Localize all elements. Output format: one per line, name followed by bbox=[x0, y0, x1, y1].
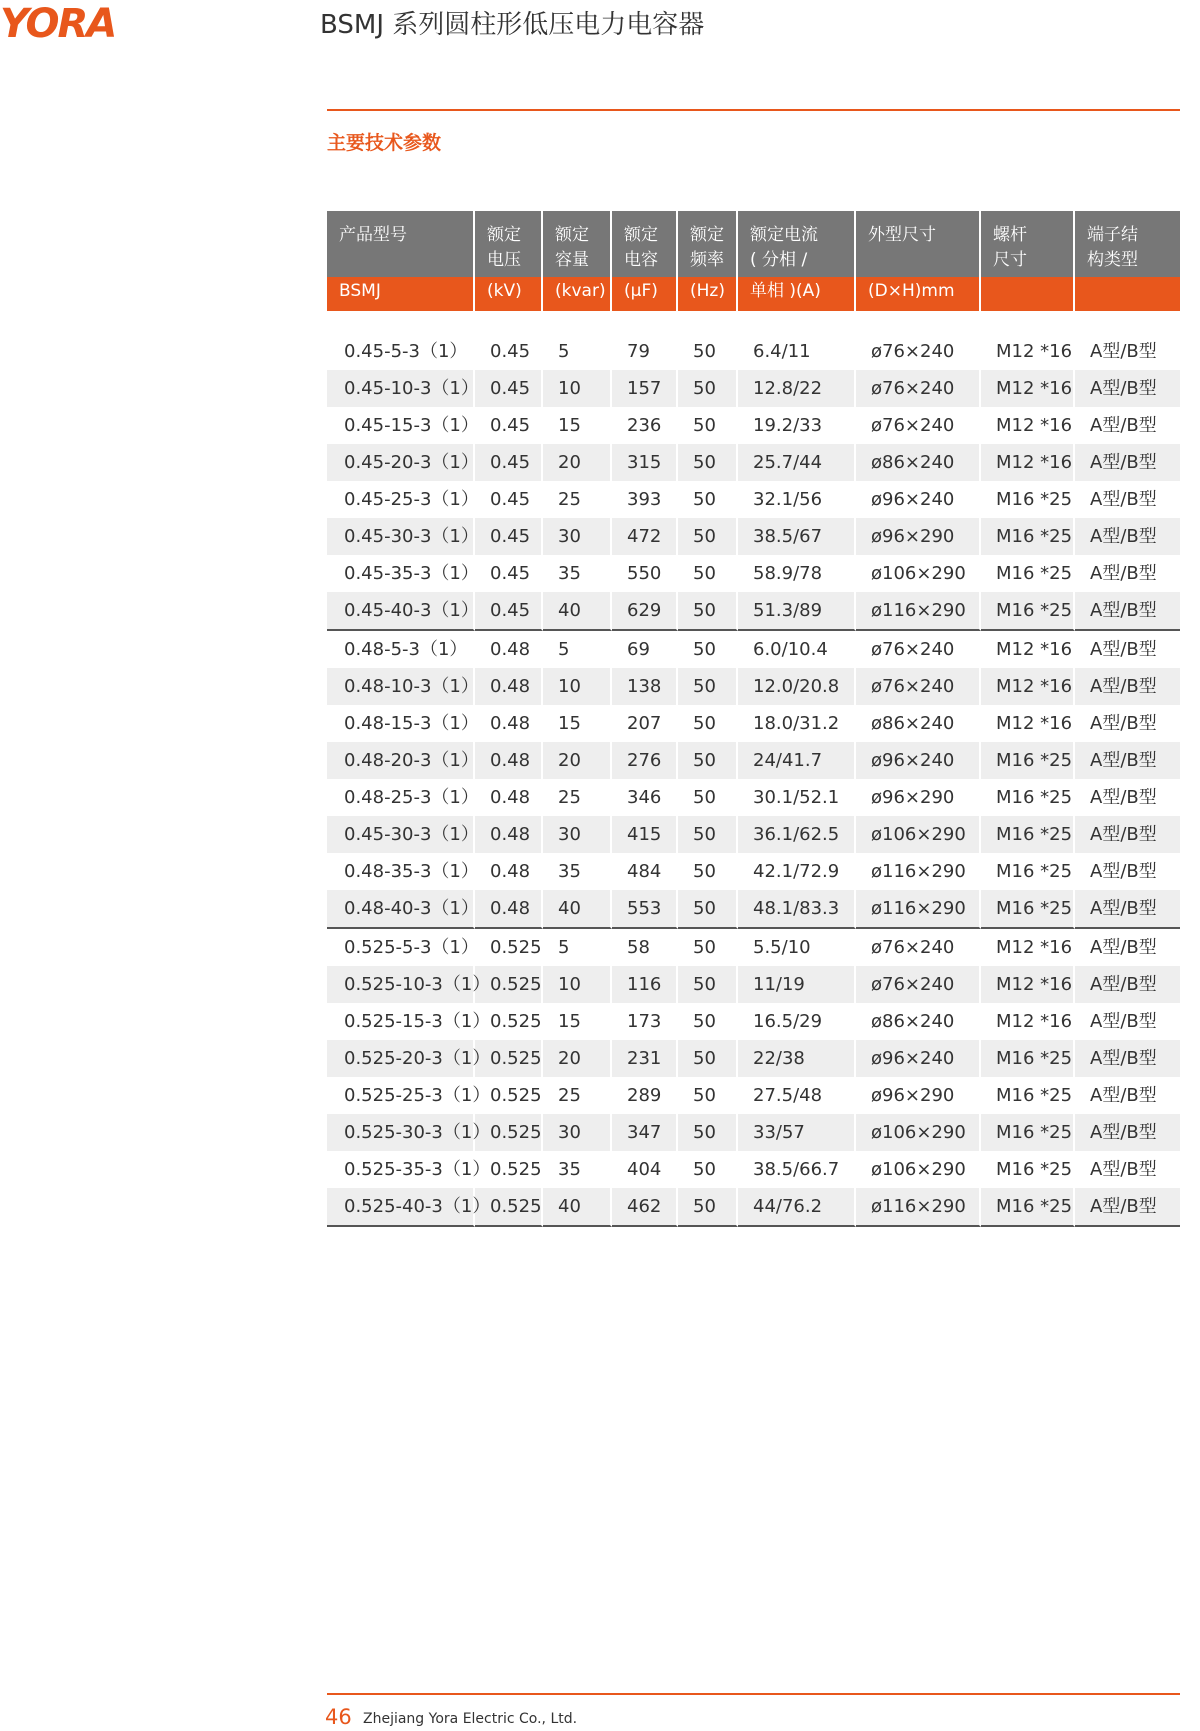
table-cell: 0.48 bbox=[475, 668, 543, 705]
table-cell: A型/B型 bbox=[1090, 861, 1157, 882]
table-cell: 50 bbox=[678, 929, 738, 966]
table-cell: A型/B型 bbox=[1075, 1114, 1180, 1151]
table-cell: 50 bbox=[678, 333, 738, 370]
table-cell: 0.525 bbox=[475, 1077, 543, 1114]
table-cell: ø76×240 bbox=[856, 966, 981, 1003]
table-cell: 5 bbox=[543, 631, 612, 668]
table-cell: 0.48 bbox=[475, 816, 543, 853]
table-cell: 58.9/78 bbox=[738, 555, 856, 592]
table-cell: 0.45-15-3（1） bbox=[327, 407, 475, 444]
table-cell: 24/41.7 bbox=[738, 742, 856, 779]
table-cell: 35 bbox=[543, 1151, 612, 1188]
table-cell: 25 bbox=[543, 481, 612, 518]
table-cell: 0.45 bbox=[475, 407, 543, 444]
table-cell: A型/B型 bbox=[1075, 890, 1180, 929]
table-cell: 629 bbox=[612, 592, 678, 631]
col-header-voltage: 额定 电压 bbox=[475, 211, 543, 277]
table-cell: 484 bbox=[612, 853, 678, 890]
table-cell: 50 bbox=[678, 555, 738, 592]
table-cell: 50 bbox=[678, 444, 738, 481]
table-cell: 0.45-5-3（1） bbox=[327, 333, 475, 370]
col-unit-capacity: (kvar) bbox=[543, 277, 612, 311]
table-cell: ø106×290 bbox=[856, 1151, 981, 1188]
table-row bbox=[327, 481, 1180, 518]
section-title: 主要技术参数 bbox=[327, 132, 442, 154]
table-row bbox=[327, 929, 1180, 966]
table-cell: 236 bbox=[612, 407, 678, 444]
table-cell: 11/19 bbox=[738, 966, 856, 1003]
table-cell: 0.48-10-3（1） bbox=[327, 668, 475, 705]
table-cell: ø96×240 bbox=[856, 742, 981, 779]
table-cell: 0.45 bbox=[475, 555, 543, 592]
table-cell: 22/38 bbox=[738, 1040, 856, 1077]
table-cell: 404 bbox=[612, 1151, 678, 1188]
table-row bbox=[327, 966, 1180, 1003]
col-header-terminal: 端子结 构类型 bbox=[1075, 211, 1180, 277]
table-cell: 5.5/10 bbox=[738, 929, 856, 966]
table-cell: 69 bbox=[612, 631, 678, 668]
table-cell: 0.525-35-3（1） bbox=[327, 1151, 475, 1188]
table-cell: 20 bbox=[543, 444, 612, 481]
table-cell: A型/B型 bbox=[1090, 1011, 1157, 1032]
table-cell: 0.48 bbox=[475, 631, 543, 668]
col-header-capacity: 额定 容量 bbox=[543, 211, 612, 277]
table-cell: 0.48-20-3（1） bbox=[327, 742, 475, 779]
table-cell: M16 *25 bbox=[981, 592, 1075, 631]
table-cell: 0.48 bbox=[475, 705, 543, 742]
table-cell: 20 bbox=[543, 1040, 612, 1077]
table-cell: ø96×240 bbox=[856, 1040, 981, 1077]
table-row bbox=[327, 890, 1180, 929]
table-row bbox=[327, 1114, 1180, 1151]
table-cell: 0.525-25-3（1） bbox=[327, 1077, 475, 1114]
table-cell: ø96×290 bbox=[856, 779, 981, 816]
table-cell: 0.48 bbox=[475, 890, 543, 929]
table-cell: 346 bbox=[612, 779, 678, 816]
table-cell: M16 *25 bbox=[981, 779, 1075, 816]
table-cell: 138 bbox=[612, 668, 678, 705]
table-cell: M16 *25 bbox=[981, 816, 1075, 853]
table-cell: 50 bbox=[678, 1114, 738, 1151]
table-cell: 50 bbox=[678, 370, 738, 407]
table-cell: 0.45 bbox=[475, 481, 543, 518]
table-cell: 50 bbox=[678, 853, 738, 890]
table-cell: 393 bbox=[612, 481, 678, 518]
table-cell: M16 *25 bbox=[981, 555, 1075, 592]
table-cell: M12 *16 bbox=[981, 407, 1075, 444]
table-cell: 315 bbox=[612, 444, 678, 481]
table-row bbox=[327, 1040, 1180, 1077]
table-cell: 6.4/11 bbox=[738, 333, 856, 370]
table-cell: M12 *16 bbox=[981, 929, 1075, 966]
table-cell: M12 *16 bbox=[981, 333, 1075, 370]
table-cell: M12 *16 bbox=[981, 966, 1075, 1003]
table-row bbox=[327, 518, 1180, 555]
table-cell: 30 bbox=[543, 816, 612, 853]
table-cell: 30 bbox=[543, 1114, 612, 1151]
table-cell: A型/B型 bbox=[1075, 518, 1180, 555]
col-unit-voltage: (kV) bbox=[475, 277, 543, 311]
table-row bbox=[327, 742, 1180, 779]
table-header-units bbox=[327, 277, 1180, 311]
table-cell: M16 *25 bbox=[981, 853, 1075, 890]
table-cell: 0.45-30-3（1） bbox=[327, 518, 475, 555]
table-cell: 0.45 bbox=[475, 333, 543, 370]
table-cell: ø116×290 bbox=[856, 890, 981, 929]
table-row bbox=[327, 779, 1180, 816]
table-row bbox=[327, 1188, 1180, 1227]
table-cell: 116 bbox=[612, 966, 678, 1003]
table-cell: A型/B型 bbox=[1090, 787, 1157, 808]
table-cell: M16 *25 bbox=[981, 518, 1075, 555]
col-unit-model: BSMJ bbox=[327, 277, 475, 311]
table-cell: 0.48 bbox=[475, 779, 543, 816]
table-cell: A型/B型 bbox=[1075, 370, 1180, 407]
table-cell: 25.7/44 bbox=[738, 444, 856, 481]
table-cell: 50 bbox=[678, 518, 738, 555]
table-cell: 51.3/89 bbox=[738, 592, 856, 631]
table-cell: 0.48-35-3（1） bbox=[327, 853, 475, 890]
col-unit-current: 单相 )(A) bbox=[738, 277, 856, 311]
table-cell: 10 bbox=[543, 966, 612, 1003]
col-unit-frequency: (Hz) bbox=[678, 277, 738, 311]
table-cell: 0.525-40-3（1） bbox=[327, 1188, 475, 1227]
table-cell: 58 bbox=[612, 929, 678, 966]
table-cell: 50 bbox=[678, 407, 738, 444]
col-unit-bolt bbox=[981, 277, 1075, 311]
table-cell: 50 bbox=[678, 668, 738, 705]
table-cell: ø96×240 bbox=[856, 481, 981, 518]
table-cell: 50 bbox=[678, 779, 738, 816]
table-cell: 15 bbox=[543, 705, 612, 742]
table-cell: M12 *16 bbox=[981, 705, 1075, 742]
table-cell: 0.48 bbox=[475, 742, 543, 779]
table-cell: 50 bbox=[678, 1003, 738, 1040]
table-cell: 0.525-30-3（1） bbox=[327, 1114, 475, 1151]
table-cell: ø86×240 bbox=[856, 1003, 981, 1040]
table-row bbox=[327, 705, 1180, 742]
table-cell: 15 bbox=[543, 1003, 612, 1040]
table-cell: M12 *16 bbox=[981, 444, 1075, 481]
col-header-frequency: 额定 频率 bbox=[678, 211, 738, 277]
col-header-bolt: 螺杆 尺寸 bbox=[981, 211, 1075, 277]
table-cell: A型/B型 bbox=[1090, 1159, 1157, 1180]
table-cell: 0.45-35-3（1） bbox=[327, 555, 475, 592]
table-cell: A型/B型 bbox=[1075, 592, 1180, 631]
table-cell: M12 *16 bbox=[981, 668, 1075, 705]
col-unit-dimensions: (D×H)mm bbox=[856, 277, 981, 311]
table-cell: 27.5/48 bbox=[738, 1077, 856, 1114]
table-cell: ø116×290 bbox=[856, 853, 981, 890]
table-cell: A型/B型 bbox=[1090, 937, 1157, 958]
table-cell: 33/57 bbox=[738, 1114, 856, 1151]
table-row bbox=[327, 1003, 1180, 1040]
table-cell: 36.1/62.5 bbox=[738, 816, 856, 853]
table-cell: 0.525-5-3（1） bbox=[327, 929, 475, 966]
table-cell: 0.525 bbox=[475, 1151, 543, 1188]
table-cell: M16 *25 bbox=[981, 742, 1075, 779]
table-cell: M16 *25 bbox=[981, 1151, 1075, 1188]
table-cell: 415 bbox=[612, 816, 678, 853]
table-cell: 50 bbox=[678, 966, 738, 1003]
table-cell: 50 bbox=[678, 1077, 738, 1114]
table-cell: 0.48-15-3（1） bbox=[327, 705, 475, 742]
table-cell: 0.45 bbox=[475, 370, 543, 407]
table-cell: 50 bbox=[678, 742, 738, 779]
table-cell: 40 bbox=[543, 890, 612, 929]
table-cell: 0.525 bbox=[475, 1114, 543, 1151]
col-header-current: 额定电流 ( 分相 / bbox=[738, 211, 856, 277]
table-cell: 0.525-15-3（1） bbox=[327, 1003, 475, 1040]
yora-logo: YORA bbox=[0, 1, 116, 47]
table-cell: 40 bbox=[543, 592, 612, 631]
col-header-capacitance: 额定 电容 bbox=[612, 211, 678, 277]
table-cell: M12 *16 bbox=[981, 631, 1075, 668]
table-cell: 0.525 bbox=[475, 1188, 543, 1227]
table-cell: 0.525 bbox=[475, 1040, 543, 1077]
table-cell: A型/B型 bbox=[1090, 341, 1157, 362]
table-cell: ø76×240 bbox=[856, 929, 981, 966]
col-unit-capacitance: (μF) bbox=[612, 277, 678, 311]
table-cell: 553 bbox=[612, 890, 678, 929]
table-cell: 0.45-10-3（1） bbox=[327, 370, 475, 407]
table-cell: A型/B型 bbox=[1075, 742, 1180, 779]
table-cell: 50 bbox=[678, 816, 738, 853]
table-cell: 79 bbox=[612, 333, 678, 370]
table-row bbox=[327, 853, 1180, 890]
table-cell: 18.0/31.2 bbox=[738, 705, 856, 742]
table-cell: A型/B型 bbox=[1075, 1040, 1180, 1077]
spec-table bbox=[327, 211, 1180, 1227]
table-cell: 50 bbox=[678, 1151, 738, 1188]
table-cell: 35 bbox=[543, 555, 612, 592]
table-cell: 0.48 bbox=[475, 853, 543, 890]
table-cell: 10 bbox=[543, 370, 612, 407]
table-cell: A型/B型 bbox=[1075, 816, 1180, 853]
table-cell: ø116×290 bbox=[856, 592, 981, 631]
table-cell: ø76×240 bbox=[856, 668, 981, 705]
table-cell: 0.45-25-3（1） bbox=[327, 481, 475, 518]
table-cell: A型/B型 bbox=[1090, 713, 1157, 734]
header-divider bbox=[327, 109, 1180, 111]
table-cell: ø86×240 bbox=[856, 705, 981, 742]
table-cell: 0.48-40-3（1） bbox=[327, 890, 475, 929]
table-cell: 50 bbox=[678, 1040, 738, 1077]
company-name: Zhejiang Yora Electric Co., Ltd. bbox=[363, 1711, 578, 1727]
table-cell: 0.45-40-3（1） bbox=[327, 592, 475, 631]
table-cell: M16 *25 bbox=[981, 1040, 1075, 1077]
table-cell: A型/B型 bbox=[1090, 563, 1157, 584]
table-cell: 0.45-30-3（1） bbox=[327, 816, 475, 853]
table-cell: 15 bbox=[543, 407, 612, 444]
table-cell: 472 bbox=[612, 518, 678, 555]
table-row bbox=[327, 1151, 1180, 1188]
header-gap bbox=[327, 311, 1180, 333]
table-cell: 173 bbox=[612, 1003, 678, 1040]
table-cell: M12 *16 bbox=[981, 370, 1075, 407]
table-cell: 231 bbox=[612, 1040, 678, 1077]
table-row bbox=[327, 407, 1180, 444]
table-cell: 40 bbox=[543, 1188, 612, 1227]
table-cell: 30.1/52.1 bbox=[738, 779, 856, 816]
table-cell: 0.45-20-3（1） bbox=[327, 444, 475, 481]
table-body bbox=[327, 311, 1180, 1227]
table-cell: 0.45 bbox=[475, 592, 543, 631]
table-cell: 207 bbox=[612, 705, 678, 742]
table-cell: 0.45 bbox=[475, 444, 543, 481]
table-cell: A型/B型 bbox=[1090, 1085, 1157, 1106]
table-cell: 16.5/29 bbox=[738, 1003, 856, 1040]
table-cell: 30 bbox=[543, 518, 612, 555]
table-cell: 20 bbox=[543, 742, 612, 779]
table-cell: 462 bbox=[612, 1188, 678, 1227]
table-cell: 48.1/83.3 bbox=[738, 890, 856, 929]
table-cell: ø106×290 bbox=[856, 1114, 981, 1151]
table-cell: 5 bbox=[543, 929, 612, 966]
table-cell: 25 bbox=[543, 1077, 612, 1114]
footer-divider bbox=[327, 1693, 1180, 1695]
table-cell: M16 *25 bbox=[981, 1114, 1075, 1151]
table-cell: 50 bbox=[678, 592, 738, 631]
table-cell: 0.525 bbox=[475, 966, 543, 1003]
table-row bbox=[327, 668, 1180, 705]
table-cell: 19.2/33 bbox=[738, 407, 856, 444]
table-cell: M16 *25 bbox=[981, 890, 1075, 929]
table-cell: 5 bbox=[543, 333, 612, 370]
table-cell: 157 bbox=[612, 370, 678, 407]
table-cell: 35 bbox=[543, 853, 612, 890]
col-header-dimensions: 外型尺寸 bbox=[856, 211, 981, 277]
table-cell: M16 *25 bbox=[981, 481, 1075, 518]
table-cell: A型/B型 bbox=[1075, 444, 1180, 481]
table-cell: A型/B型 bbox=[1090, 639, 1157, 660]
table-cell: 42.1/72.9 bbox=[738, 853, 856, 890]
table-cell: 550 bbox=[612, 555, 678, 592]
table-cell: ø96×290 bbox=[856, 1077, 981, 1114]
table-cell: 38.5/67 bbox=[738, 518, 856, 555]
col-header-model: 产品型号 bbox=[327, 211, 475, 277]
table-header-top bbox=[327, 211, 1180, 277]
table-cell: 32.1/56 bbox=[738, 481, 856, 518]
document-title: BSMJ 系列圆柱形低压电力电容器 bbox=[320, 10, 705, 40]
table-cell: 12.0/20.8 bbox=[738, 668, 856, 705]
table-cell: 12.8/22 bbox=[738, 370, 856, 407]
table-cell: A型/B型 bbox=[1075, 668, 1180, 705]
table-cell: A型/B型 bbox=[1075, 966, 1180, 1003]
table-cell: 0.48-25-3（1） bbox=[327, 779, 475, 816]
table-cell: 0.525 bbox=[475, 1003, 543, 1040]
table-cell: ø76×240 bbox=[856, 631, 981, 668]
table-cell: A型/B型 bbox=[1090, 489, 1157, 510]
table-cell: 6.0/10.4 bbox=[738, 631, 856, 668]
table-cell: 10 bbox=[543, 668, 612, 705]
table-cell: 0.525 bbox=[475, 929, 543, 966]
table-cell: 276 bbox=[612, 742, 678, 779]
table-cell: 50 bbox=[678, 1188, 738, 1227]
table-row bbox=[327, 592, 1180, 631]
table-row bbox=[327, 816, 1180, 853]
col-unit-terminal bbox=[1075, 277, 1180, 311]
table-cell: 44/76.2 bbox=[738, 1188, 856, 1227]
table-cell: 0.525-10-3（1） bbox=[327, 966, 475, 1003]
table-cell: M16 *25 bbox=[981, 1077, 1075, 1114]
table-row bbox=[327, 444, 1180, 481]
table-cell: A型/B型 bbox=[1090, 415, 1157, 436]
table-cell: ø96×290 bbox=[856, 518, 981, 555]
table-cell: ø76×240 bbox=[856, 407, 981, 444]
table-cell: 289 bbox=[612, 1077, 678, 1114]
table-row bbox=[327, 333, 1180, 370]
table-row bbox=[327, 370, 1180, 407]
table-row bbox=[327, 631, 1180, 668]
table-cell: ø86×240 bbox=[856, 444, 981, 481]
table-cell: ø116×290 bbox=[856, 1188, 981, 1227]
table-row bbox=[327, 1077, 1180, 1114]
table-cell: ø76×240 bbox=[856, 333, 981, 370]
table-cell: 25 bbox=[543, 779, 612, 816]
table-cell: 347 bbox=[612, 1114, 678, 1151]
table-row bbox=[327, 555, 1180, 592]
table-cell: 38.5/66.7 bbox=[738, 1151, 856, 1188]
table-cell: ø76×240 bbox=[856, 370, 981, 407]
table-cell: 50 bbox=[678, 890, 738, 929]
table-cell: 0.48-5-3（1） bbox=[327, 631, 475, 668]
table-cell: ø106×290 bbox=[856, 816, 981, 853]
table-cell: M12 *16 bbox=[981, 1003, 1075, 1040]
table-cell: 0.45 bbox=[475, 518, 543, 555]
table-cell: A型/B型 bbox=[1075, 1188, 1180, 1227]
table-cell: 50 bbox=[678, 631, 738, 668]
table-cell: M16 *25 bbox=[981, 1188, 1075, 1227]
table-cell: 50 bbox=[678, 481, 738, 518]
page-number: 46 bbox=[325, 1705, 352, 1729]
table-cell: 50 bbox=[678, 705, 738, 742]
table-cell: ø106×290 bbox=[856, 555, 981, 592]
table-cell: 0.525-20-3（1） bbox=[327, 1040, 475, 1077]
